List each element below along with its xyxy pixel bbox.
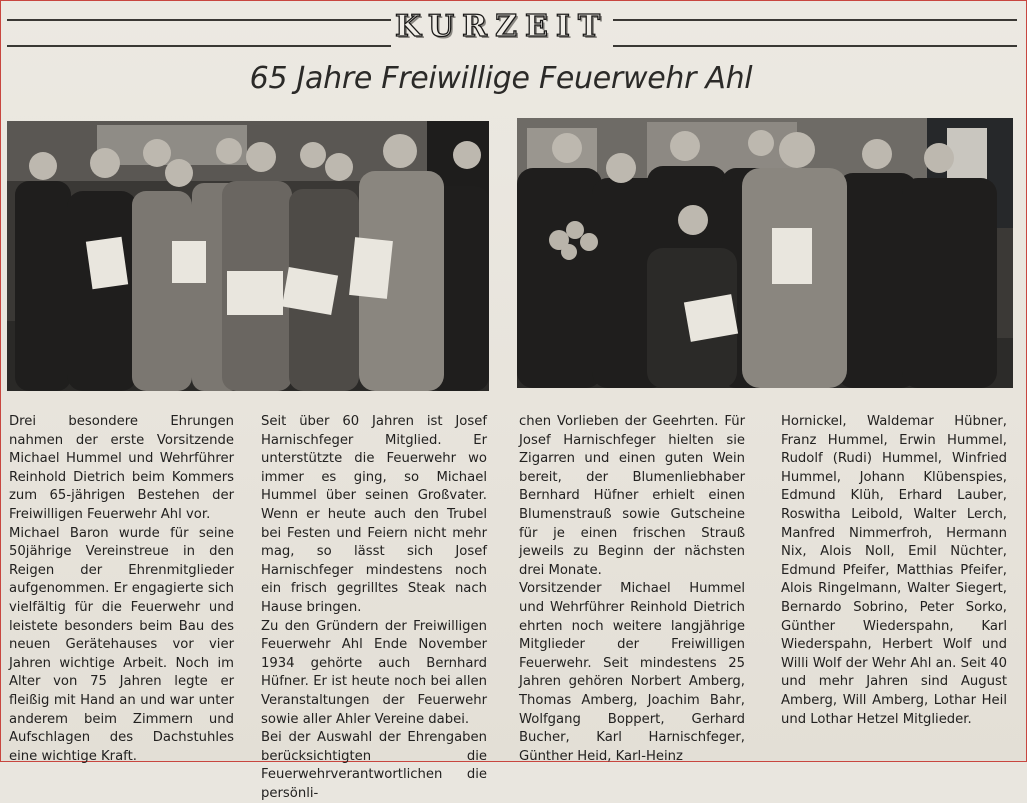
article-headline: 65 Jahre Freiwillige Feuerwehr Ahl [249,61,753,96]
article-column-1 [9,413,234,764]
group-photo-left [7,121,489,391]
article-column-2 [261,413,487,801]
paragraph: chen Vorlieben der Geehrten. Für Josef Harnischfeger hielten sie Zigarren und einen guten Wein bereit, der Blumenliebhaber Bernhard Hüfner erhielt einen Blumenstrauß sowie Gutscheine für je einen frischen Strauß jeweils zu Beginn der nächsten drei Monate. [519,414,745,578]
masthead-rule [7,45,391,47]
masthead-rule [613,45,1017,47]
paragraph: Drei besondere Ehrungen nahmen der erste Vorsitzende Michael Hummel und Wehrführer Reinhold Dietrich beim Kommers zum 65-jährigen Bestehen der Freiwilligen Feuerwehr Ahl vor. [9,414,234,522]
masthead-rule [613,19,1017,21]
paragraph: Hornickel, Waldemar Hübner, Franz Hummel, Erwin Hummel, Rudolf (Rudi) Hummel, Winfried Hummel, Johann Klübenspies, Edmund Klüh, Erhard Lauber, Roswitha Leibold, Walter Lerch, Manfred Nimmerfroh, Hermann Nix, Alois Noll, Emil Nüchter, Edmund Pfeifer, Matthias Pfeifer, Alois Ringelmann, Walter Siegert, Bernardo Sobrino, Peter Sorko, Günther Wiederspahn, Karl Wiederspahn, Herbert Wolf und Willi Wolf der Wehr Ahl an. Seit 40 und mehr Jahren sind August Amberg, Will Amberg, Lothar Heil und Lothar Hetzel Mitglieder. [781,414,1007,727]
paragraph: Michael Baron wurde für seine 50jährige Vereinstreue in den Reigen der Ehrenmitglieder aufgenommen. Er engagierte sich vielfältig für die Feuerwehr und leistete besonders beim Bau des neuen Gerätehauses vor vier Jahren wichtige Arbeit. Noch im Alter von 75 Jahren legte er fleißig mit Hand an und war unter anderem beim Zimmern und Aufschlagen des Dachstuhles eine wichtige Kraft. [9,525,234,764]
group-photo-left-image [7,121,489,391]
paragraph: Bei der Auswahl der Ehrengaben berücksichtigten die Feuerwehrverantwortlichen die persönli- [261,730,487,801]
paragraph: Vorsitzender Michael Hummel und Wehrführer Reinhold Dietrich ehrten noch weitere langjährige Mitglieder der Freiwilligen Feuerwehr. Seit mindestens 25 Jahren gehören Norbert Amberg, Thomas Amberg, Joachim Bahr, Wolfgang Boppert, Gerhard Bucher, Karl Harnischfeger, Günther Heid, Karl-Heinz [519,581,745,764]
article-column-4 [781,413,1007,758]
group-photo-right-image [517,118,1013,388]
group-photo-right [517,118,1013,388]
masthead-rule [7,19,391,21]
section-masthead: KURZEIT [395,9,609,44]
article-column-3 [519,413,745,764]
paragraph: Zu den Gründern der Freiwilligen Feuerwehr Ahl Ende November 1934 gehörte auch Bernhard Hüfner. Er ist heute noch bei allen Veranstaltungen der Feuerwehr sowie aller Ahler Vereine dabei. [261,618,487,727]
paragraph: Seit über 60 Jahren ist Josef Harnischfeger Mitglied. Er unterstützte die Feuerwehr wo immer es ging, so Michael Hummel über seinen Großvater. Wenn er heute auch den Trubel bei Festen und Feiern nicht mehr mag, so lässt sich Josef Harnischfeger mindestens noch ein frisch gegrilltes Steak nach Hause bringen. [261,414,487,615]
